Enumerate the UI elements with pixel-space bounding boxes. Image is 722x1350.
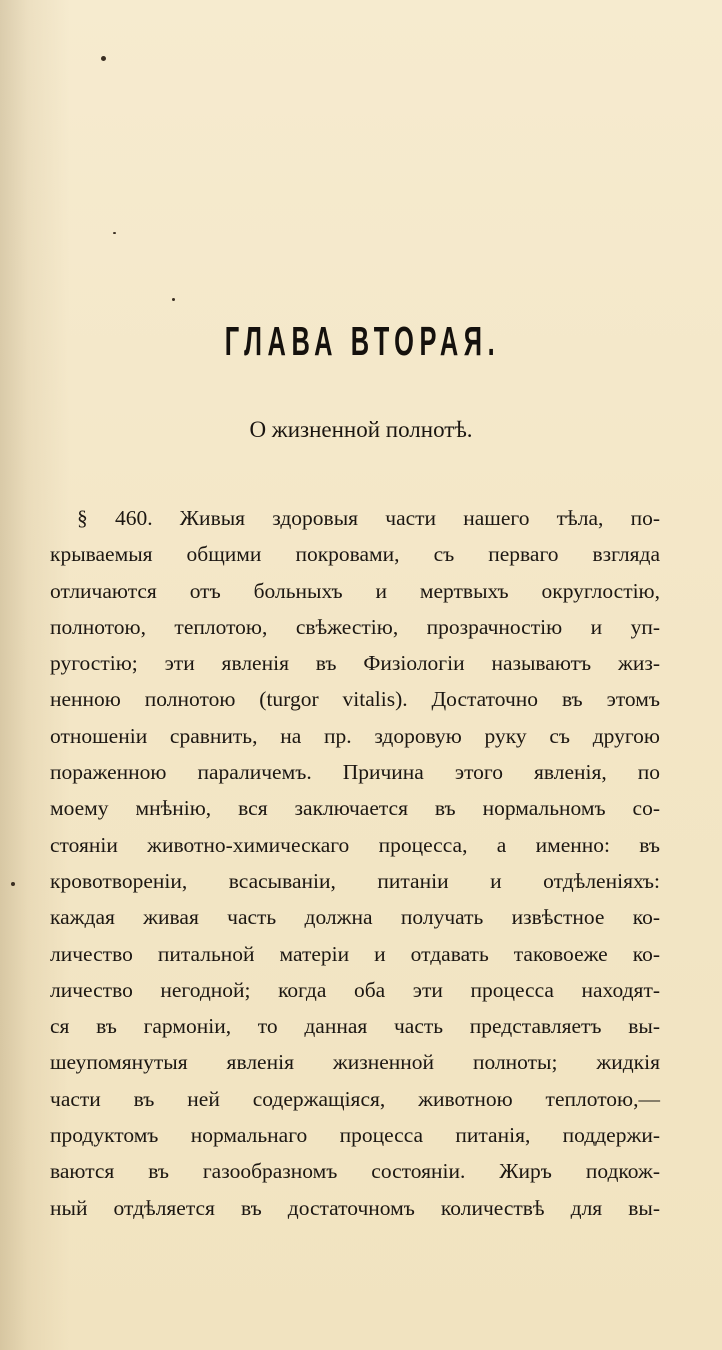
text-line: ный отдѣляется въ достаточномъ количествѣ для вы- xyxy=(50,1195,660,1220)
text-line: кровотвореніи, всасываніи, питаніи и отдѣленіяхъ: xyxy=(50,868,660,893)
text-line: личество негодной; когда оба эти процесса находят- xyxy=(50,977,660,1002)
text-line: крываемыя общими покровами, съ перваго взгляда xyxy=(50,542,660,567)
paragraph xyxy=(50,500,660,1226)
ink-speck xyxy=(101,56,106,61)
text-line: каждая живая часть должна получать извѣстное ко- xyxy=(50,905,660,930)
text-line: ненною полнотою (turgor vitalis). Достаточно въ этомъ xyxy=(50,687,660,712)
ink-speck xyxy=(113,232,116,234)
text-line: полнотою, теплотою, свѣжестію, прозрачностію и уп- xyxy=(50,614,660,639)
text-line: § 460. Живыя здоровыя части нашего тѣла, по- xyxy=(77,506,660,530)
text-line: пораженною параличемъ. Причина этого явленія, по xyxy=(50,760,660,785)
text-line: продуктомъ нормальнаго процесса питанія, поддержи- xyxy=(50,1123,660,1148)
text-line: шеупомянутыя явленія жизненной полноты; жидкія xyxy=(50,1050,660,1075)
ink-speck xyxy=(11,882,15,886)
text-line: ся въ гармоніи, то данная часть представляетъ вы- xyxy=(50,1014,660,1039)
text-line: моему мнѣнію, вся заключается въ нормальномъ со- xyxy=(50,796,660,821)
ink-speck xyxy=(172,298,175,301)
text-line: стояніи животно-химическаго процесса, а именно: въ xyxy=(50,832,660,857)
text-line: отношеніи сравнить, на пр. здоровую руку съ другою xyxy=(50,723,660,748)
text-line: части въ ней содержащіяся, животною теплотою,— xyxy=(50,1086,660,1111)
chapter-subtitle: О жизненной полнотѣ. xyxy=(249,417,473,442)
text-line: отличаются отъ больныхъ и мертвыхъ округлостію, xyxy=(50,578,660,603)
text-line: ругостію; эти явленія въ Физіологіи называютъ жиз- xyxy=(50,651,660,676)
chapter-title: ГЛАВА ВТОРАЯ. xyxy=(224,318,501,364)
text-line: ваются въ газообразномъ состояніи. Жиръ подкож- xyxy=(50,1159,660,1184)
text-line: личество питальной матеріи и отдавать таковоеже ко- xyxy=(50,941,660,966)
